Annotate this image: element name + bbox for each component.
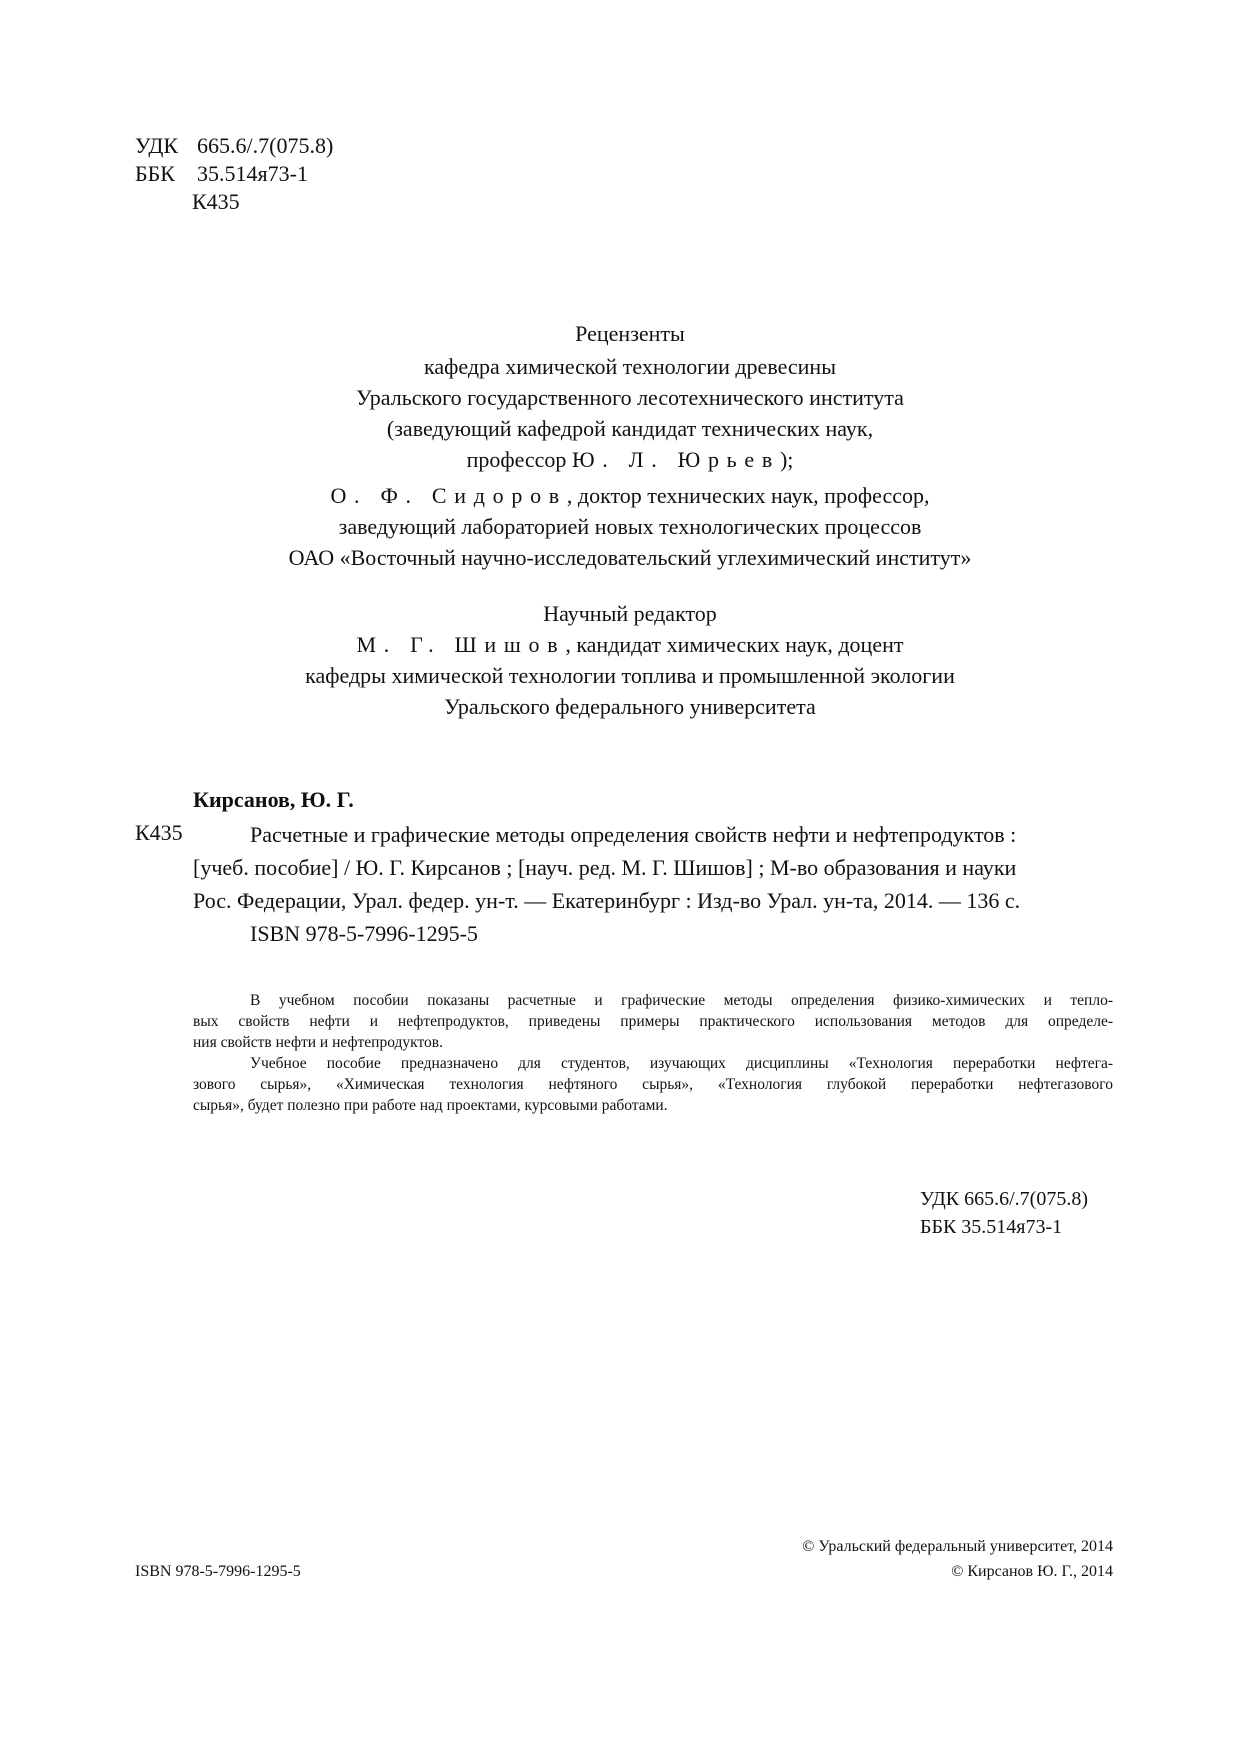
reviewer-org-line: (заведующий кафедрой кандидат технических наук, [386, 416, 874, 441]
editor-name: М. Г. Шишов [356, 632, 566, 657]
udk-bottom: УДК 665.6/.7(075.8) [920, 1188, 1088, 1210]
reviewer-head-line [160, 444, 1100, 475]
head-name: Ю. Л. Юрьев [571, 447, 780, 472]
reviewer-org-line: кафедра химической технологии древесины [423, 354, 836, 379]
bib-line: [учеб. пособие] / Ю. Г. Кирсанов ; [науч. ред. М. Г. Шишов] ; М-во образования и науки [193, 855, 1017, 880]
second-reviewer-line: ОАО «Восточный научно-исследовательский углехимический институт» [288, 545, 972, 570]
editor-line: Уральского федерального университета [444, 694, 816, 719]
abstract-line: зового сырья», «Химическая технология нефтяного сырья», «Технология глубокой переработки нефтегазового [193, 1076, 1113, 1093]
footer-isbn: ISBN 978-5-7996-1295-5 [135, 1563, 301, 1580]
bib-isbn: ISBN 978-5-7996-1295-5 [250, 921, 478, 946]
second-reviewer-name: О. Ф. Сидоров [330, 483, 567, 508]
abstract-line: ния свойств нефти и нефтепродуктов. [193, 1034, 443, 1051]
copyright-university: © Уральский федеральный университет, 2014 [802, 1538, 1113, 1555]
bib-line: Рос. Федерации, Урал. федер. ун-т. — Екатеринбург : Изд-во Урал. ун-та, 2014. — 136 с. [193, 888, 1021, 913]
bib-author: Кирсанов, Ю. Г. [193, 787, 354, 812]
reviewer-org-line: Уральского государственного лесотехнического института [356, 385, 904, 410]
reviewers-heading: Рецензенты [575, 321, 685, 346]
abstract-line: В учебном пособии показаны расчетные и графические методы определения физико-химических и тепло- [250, 992, 1113, 1009]
bib-code: К435 [135, 820, 183, 845]
author-sign: К435 [192, 189, 240, 214]
head-prefix: профессор [466, 447, 572, 472]
udk-header [135, 132, 333, 160]
editor-line: кафедры химической технологии топлива и промышленной экологии [305, 663, 955, 688]
abstract-line: вых свойств нефти и нефтепродуктов, приведены примеры практического использования методов для определе- [193, 1013, 1113, 1030]
editor-name-line [160, 629, 1100, 660]
abstract-line: сырья», будет полезно при работе над проектами, курсовыми работами. [193, 1097, 668, 1114]
bbk-value: 35.514я73-1 [197, 161, 308, 186]
copyright-author: © Кирсанов Ю. Г., 2014 [951, 1563, 1113, 1580]
udk-value: 665.6/.7(075.8) [197, 133, 334, 158]
bbk-label: ББК [135, 161, 175, 186]
second-reviewer-line [160, 480, 1100, 511]
abstract-line: Учебное пособие предназначено для студентов, изучающих дисциплины «Технология переработки нефтега- [250, 1055, 1113, 1072]
head-suffix: ); [779, 447, 794, 472]
editor-rest: , кандидат химических наук, доцент [565, 632, 904, 657]
second-reviewer-line: заведующий лабораторией новых технологических процессов [338, 514, 922, 539]
second-reviewer-rest: , доктор технических наук, профессор, [566, 483, 930, 508]
bbk-header [135, 160, 308, 188]
bib-line: Расчетные и графические методы определения свойств нефти и нефтепродуктов : [250, 822, 1017, 847]
udk-label: УДК [135, 133, 179, 158]
bbk-bottom: ББК 35.514я73-1 [920, 1216, 1063, 1238]
editor-heading: Научный редактор [543, 601, 717, 626]
